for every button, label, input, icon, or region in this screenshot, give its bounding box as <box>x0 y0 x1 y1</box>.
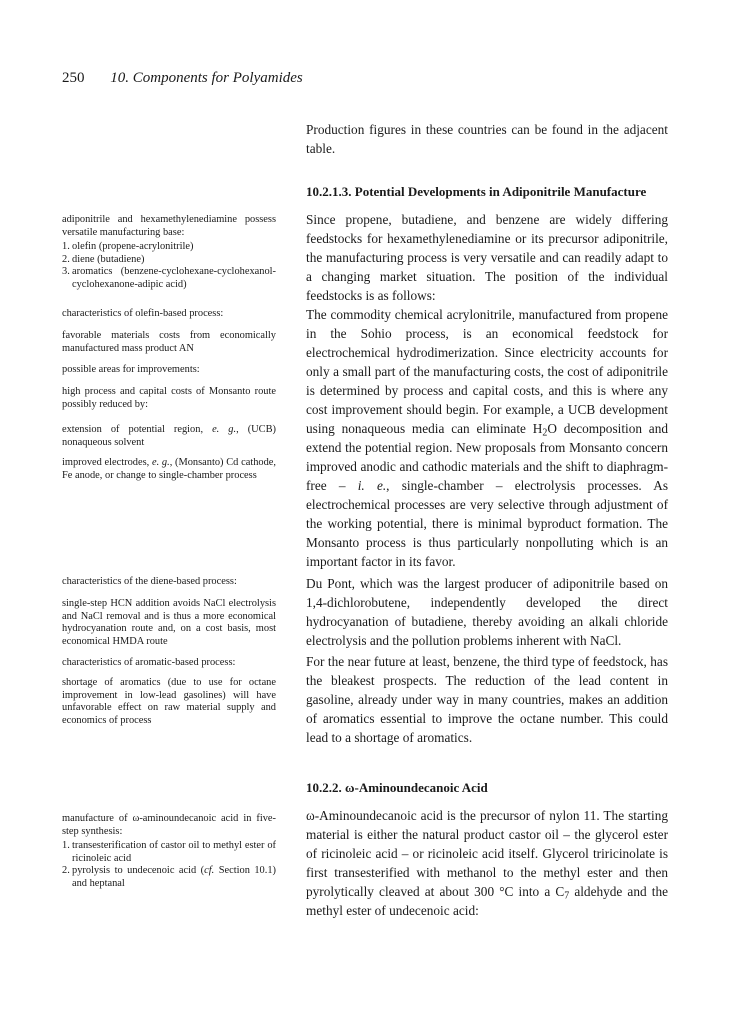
margin-note-hcn-addition: single-step HCN addition avoids NaCl electrolysis and NaCl removal and is thus a more economical hydrocyanation route and, on a cost basis, most economical HMDA route <box>62 598 276 647</box>
paragraph-dupont <box>306 574 668 650</box>
synthesis-steps-list <box>62 840 276 890</box>
margin-note-improvement-areas: possible areas for improvements: <box>62 364 200 375</box>
margin-note-olefin-characteristics: characteristics of olefin-based process: <box>62 308 224 319</box>
paragraph-benzene <box>306 652 668 747</box>
running-title: 10. Components for Polyamides <box>110 70 303 86</box>
margin-note-aromatic-characteristics: characteristics of aromatic-based process: <box>62 657 236 668</box>
paragraph-text: Since propene, butadiene, and benzene are widely differing feedstocks for hexamethylenediamine or its precursor adiponitrile, the manufacturing process is very versatile and can readily adapt to a changing market situation. The position of the individual feedstocks is as follows: <box>306 212 668 303</box>
paragraph-feedstocks <box>306 210 668 305</box>
paragraph-text: For the near future at least, benzene, the third type of feedstock, has the bleakest prospects. The reduction of the lead content in gasoline, already under way in many countries, makes an addition of aromatics essential to improve the octane number. This could lead to a shortage of aromatics. <box>306 654 668 745</box>
running-header <box>62 70 303 87</box>
margin-note-monsanto-costs: high process and capital costs of Monsanto route possibly reduced by: <box>62 386 276 410</box>
paragraph-text: Du Pont, which was the largest producer of adiponitrile based on 1,4-dichlorobutene, independently developed the direct hydrocyanation of butadiene, thereby avoiding an alkali chloride electrolysis and the pollution problems inherent with NaCl. <box>306 576 668 648</box>
list-item: 3. aromatics (benzene-cyclohexane-cyclohexanol-cyclohexanone-adipic acid) <box>62 266 276 290</box>
margin-note-materials-costs: favorable materials costs from economically manufactured mass product AN <box>62 330 276 354</box>
list-item: 1. transesterification of castor oil to methyl ester of ricinoleic acid <box>62 840 276 864</box>
list-item: 2. diene (butadiene) <box>62 253 145 265</box>
paragraph-text: The commodity chemical acrylonitrile, manufactured from propene in the Sohio process, is an economical feedstock for electrochemical hydrodimerization. Since electricity accounts for only a small part of the manufacturing costs, the cost of adiponitrile is determined by process and capital costs, and this is where any cost improvement should begin. For example, a UCB development using nonaqueous media can eliminate $H_2O$ decomposition and extend the potential region. New proposals from Monsanto concern improved anodic and cathodic materials and the shift to diaphragm-free – i. e., single-chamber – electrolysis processes. As electrochemical processes are very selective through adjustment of the working potential, there is minimal byproduct formation. The Monsanto process is thus particularly nonpolluting which is an important factor in its favor. <box>306 307 668 569</box>
list-item: 1. olefin (propene-acrylonitrile) <box>62 241 194 253</box>
feedstock-list <box>62 241 276 291</box>
margin-note-diene-characteristics: characteristics of the diene-based process: <box>62 576 237 587</box>
paragraph-aminoundecanoic <box>306 806 668 920</box>
margin-note-potential-region: extension of potential region, e. g., (UCB) nonaqueous solvent <box>62 424 276 448</box>
list-item: 2. pyrolysis to undecenoic acid (cf. Section 10.1) and heptanal <box>62 865 276 889</box>
margin-note-aromatics-shortage: shortage of aromatics (due to use for octane improvement in low-lead gasolines) will have unfavorable effect on raw material supply and economics of process <box>62 677 276 726</box>
paragraph-text: ω-Aminoundecanoic acid is the precursor of nylon 11. The starting material is either the natural product castor oil – the glycerol ester of ricinoleic acid – or ricinoleic acid itself. Glycerol triricinolate is first transesterified with methanol to the methyl ester and then pyrolytically cleaved at about 300 °C into a $C_7$ aldehyde and the methyl ester of undecenoic acid: <box>306 808 668 918</box>
paragraph-acrylonitrile <box>306 305 668 571</box>
intro-text: Production figures in these countries can be found in the adjacent table. <box>306 122 668 156</box>
intro-paragraph <box>306 120 668 158</box>
margin-note-five-step-synthesis: manufacture of ω-aminoundecanoic acid in five-step synthesis: 1. transesterification of castor oil to methyl ester of ricinoleic acid 2. pyrolysis to undecenoic acid (cf. Section 10.1) and heptanal <box>62 813 276 889</box>
section-heading-adiponitrile: 10.2.1.3. Potential Developments in Adiponitrile Manufacture <box>306 184 647 199</box>
page-number: 250 <box>62 70 85 86</box>
margin-note-electrodes: improved electrodes, e. g., (Monsanto) Cd cathode, Fe anode, or change to single-chamber process <box>62 457 276 481</box>
margin-note-manufacturing-base: adiponitrile and hexamethylenediamine possess versatile manufacturing base: 1. olefin (propene-acrylonitrile) 2. diene (butadiene) 3. aromatics (benzene-cyclohexane-cyclohexanol-cyclohexanone-adipic acid) <box>62 214 276 290</box>
section-heading-aminoundecanoic: 10.2.2. ω-Aminoundecanoic Acid <box>306 780 488 795</box>
